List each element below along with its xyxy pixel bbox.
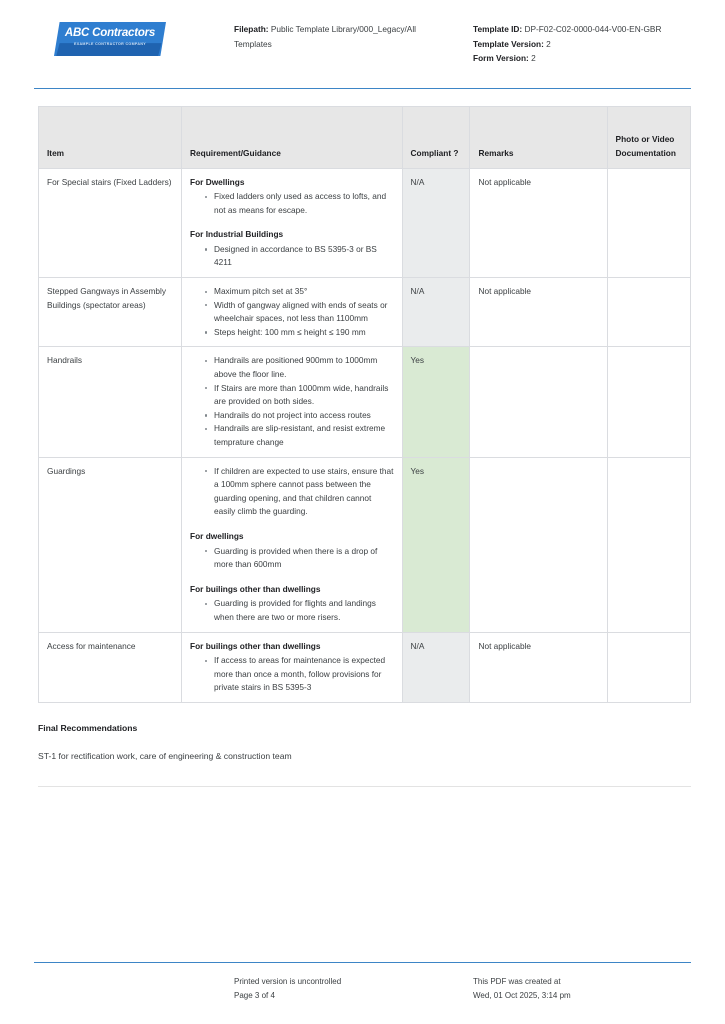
requirement-bullet-list <box>190 285 395 339</box>
cell-remarks[interactable] <box>470 347 607 457</box>
cell-photo-documentation[interactable] <box>607 168 690 278</box>
footer-page-number: Page 3 of 4 <box>234 990 275 1000</box>
cell-item: For Special stairs (Fixed Ladders) <box>39 168 182 278</box>
final-section-divider <box>38 786 691 787</box>
column-header-photo: Photo or Video Documentation <box>607 106 690 168</box>
cell-photo-documentation[interactable] <box>607 278 690 347</box>
requirement-block <box>190 640 395 695</box>
cell-compliant-status[interactable]: N/A <box>402 278 470 347</box>
filepath-label: Filepath: <box>234 24 269 34</box>
cell-requirement <box>182 457 403 632</box>
table-body <box>39 168 691 702</box>
footer-created-label: This PDF was created at <box>473 977 561 986</box>
template-id-label: Template ID: <box>473 24 523 34</box>
requirement-block-heading: For builings other than dwellings <box>190 583 321 594</box>
final-recommendations-title: Final Recommendations <box>38 722 138 733</box>
table-row <box>39 457 691 632</box>
requirement-block <box>190 228 395 270</box>
template-id-row <box>473 22 691 37</box>
cell-requirement <box>182 278 403 347</box>
cell-photo-documentation[interactable] <box>607 347 690 457</box>
requirement-bullet: Guarding is provided for flights and landings when there are two or more risers. <box>205 597 395 624</box>
requirement-bullet: Handrails do not project into access routes <box>205 409 395 423</box>
filepath-value: Public Template Library/000_Legacy/All Templates <box>234 24 417 49</box>
cell-photo-documentation[interactable] <box>607 457 690 632</box>
requirement-block <box>190 530 395 572</box>
requirement-bullet: Fixed ladders only used as access to lofts, and not as means for escape. <box>205 190 395 217</box>
cell-photo-documentation[interactable] <box>607 632 690 702</box>
logo-title: ABC Contractors <box>64 27 156 39</box>
logo-subtitle: EXAMPLE CONTRACTOR COMPANY <box>73 42 147 46</box>
cell-item: Guardings <box>39 457 182 632</box>
checklist-table-container <box>0 89 725 703</box>
cell-compliant-status[interactable]: N/A <box>402 168 470 278</box>
table-head <box>39 106 691 168</box>
cell-requirement <box>182 632 403 702</box>
checklist-table <box>38 106 691 703</box>
table-row <box>39 347 691 457</box>
requirement-block-heading: For dwellings <box>190 530 244 541</box>
requirement-block-heading: For Industrial Buildings <box>190 229 284 240</box>
abc-contractors-logo <box>54 22 166 56</box>
form-version-value: 2 <box>531 53 536 63</box>
cell-compliant-status[interactable]: Yes <box>402 457 470 632</box>
form-version-row <box>473 51 691 66</box>
requirement-bullet: Maximum pitch set at 35° <box>205 285 395 299</box>
template-id-value: DP-F02-C02-0000-044-V00-EN-GBR <box>524 24 662 34</box>
requirement-bullet-list <box>190 597 395 624</box>
requirement-bullet: Designed in accordance to BS 5395-3 or BS 4211 <box>205 243 395 270</box>
requirement-block <box>190 285 395 339</box>
requirement-bullet: If access to areas for maintenance is expected more than once a month, follow provisions for private stairs in BS 5395-3 <box>205 654 395 695</box>
cell-remarks[interactable]: Not applicable <box>470 278 607 347</box>
cell-item: Access for maintenance <box>39 632 182 702</box>
cell-requirement <box>182 168 403 278</box>
requirement-block-heading: For builings other than dwellings <box>190 640 321 651</box>
document-footer <box>34 975 691 1002</box>
requirement-bullet: Width of gangway aligned with ends of seats or wheelchair spaces, not less than 1100mm <box>205 299 395 326</box>
requirement-block <box>190 176 395 218</box>
requirement-bullet-list <box>190 243 395 270</box>
column-header-compliant: Compliant ? <box>402 106 470 168</box>
logo-container <box>34 16 234 56</box>
cell-remarks[interactable]: Not applicable <box>470 632 607 702</box>
requirement-bullet: If children are expected to use stairs, ensure that a 100mm sphere cannot pass between the guarding opening, and that children cannot easily climb the guarding. <box>205 465 395 519</box>
cell-remarks[interactable] <box>470 457 607 632</box>
cell-compliant-status[interactable]: N/A <box>402 632 470 702</box>
footer-left-spacer <box>34 975 234 1002</box>
template-meta-block <box>449 16 691 66</box>
requirement-block-heading: For Dwellings <box>190 176 245 187</box>
final-recommendations-section <box>0 703 725 764</box>
footer-created-timestamp: Wed, 01 Oct 2025, 3:14 pm <box>473 990 571 1000</box>
footer-created-block <box>449 975 691 1002</box>
column-header-remarks: Remarks <box>470 106 607 168</box>
requirement-bullet: Steps height: 100 mm ≤ height ≤ 190 mm <box>205 326 395 340</box>
template-version-row <box>473 37 691 52</box>
table-header-row <box>39 106 691 168</box>
requirement-block <box>190 465 395 519</box>
column-header-requirement: Requirement/Guidance <box>182 106 403 168</box>
template-version-value: 2 <box>546 38 551 49</box>
requirement-bullet: Handrails are slip-resistant, and resist extreme temprature change <box>205 422 395 449</box>
final-recommendations-body: ST-1 for rectification work, care of engineering & construction team <box>38 750 292 761</box>
filepath-block <box>234 16 449 51</box>
requirement-bullet: If Stairs are more than 1000mm wide, handrails are provided on both sides. <box>205 382 395 409</box>
table-row <box>39 168 691 278</box>
cell-item: Handrails <box>39 347 182 457</box>
document-header <box>0 0 725 66</box>
requirement-block <box>190 583 395 625</box>
requirement-bullet: Guarding is provided when there is a drop of more than 600mm <box>205 545 395 572</box>
cell-remarks[interactable]: Not applicable <box>470 168 607 278</box>
cell-compliant-status[interactable]: Yes <box>402 347 470 457</box>
cell-requirement <box>182 347 403 457</box>
footer-divider <box>34 962 691 963</box>
requirement-bullet-list <box>190 354 395 449</box>
footer-print-block <box>234 975 449 1002</box>
requirement-bullet: Handrails are positioned 900mm to 1000mm above the floor line. <box>205 354 395 381</box>
template-version-label: Template Version: <box>473 38 544 49</box>
form-version-label: Form Version: <box>473 53 529 63</box>
table-row <box>39 632 691 702</box>
column-header-item: Item <box>39 106 182 168</box>
cell-item: Stepped Gangways in Assembly Buildings (spectator areas) <box>39 278 182 347</box>
footer-printed-notice: Printed version is uncontrolled <box>234 977 342 986</box>
requirement-bullet-list <box>190 190 395 217</box>
requirement-bullet-list <box>190 465 395 519</box>
table-row <box>39 278 691 347</box>
requirement-block <box>190 354 395 449</box>
requirement-bullet-list <box>190 654 395 695</box>
requirement-bullet-list <box>190 545 395 572</box>
